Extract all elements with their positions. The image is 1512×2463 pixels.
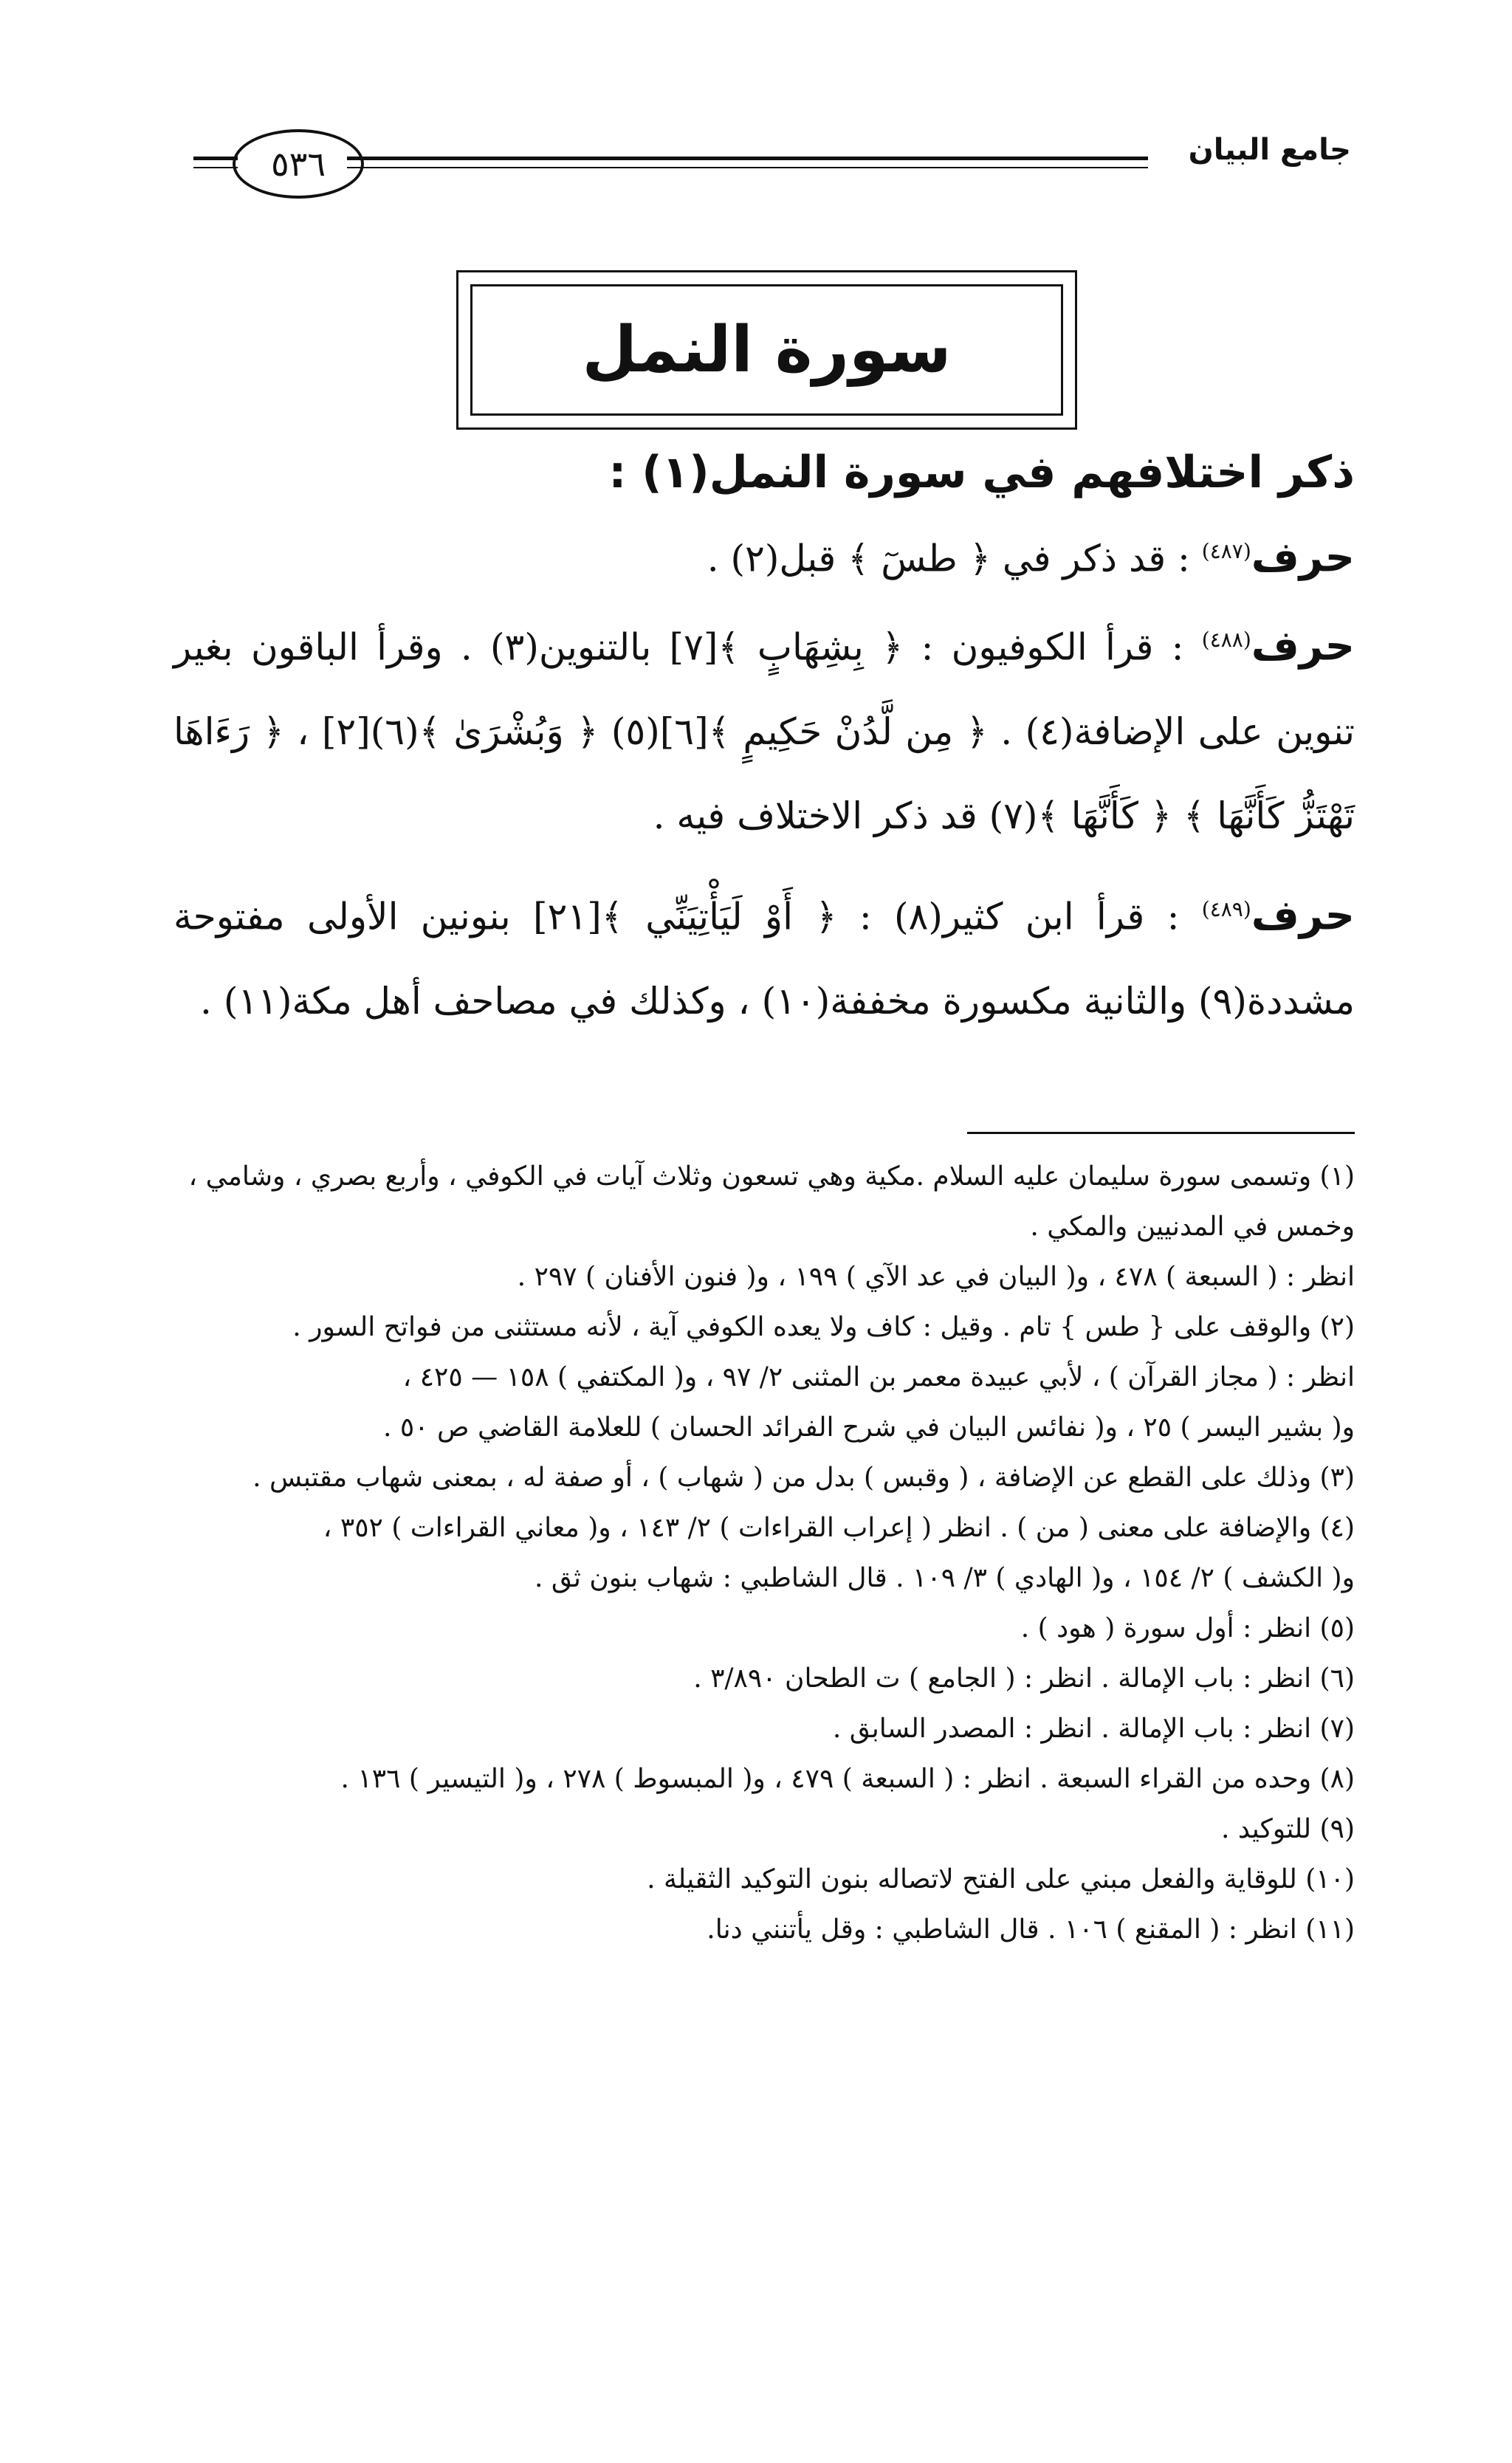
footnote: (٤) والإضافة على معنى ( من ) . انظر ( إعراب القراءات ) ٢/ ١٤٣ ، و( معاني القراءات ) ٣٥٢ ، — [323, 1513, 1355, 1543]
harf-label: حرف — [1251, 533, 1355, 582]
footnote: (٨) وحده من القراء السبعة . انظر : ( السبعة ) ٤٧٩ ، و( المبسوط ) ٢٧٨ ، و( التيسير ) ١٣٦ . — [340, 1764, 1355, 1794]
footnote: و( الكشف ) ٢/ ١٥٤ ، و( الهادي ) ٣/ ١٠٩ . قال الشاطبي : شهاب بنون ثق . — [534, 1563, 1355, 1593]
paragraph-3 — [173, 868, 1355, 1043]
harf-number: (٤٨٨) — [1201, 628, 1251, 652]
harf-label: حرف — [1251, 891, 1355, 940]
footnote: (٧) انظر : باب الإمالة . انظر : المصدر السابق . — [832, 1714, 1355, 1744]
footnote: و( بشير اليسر ) ٢٥ ، و( نفائس البيان في شرح الفرائد الحسان ) للعلامة القاضي ص ٥٠ . — [383, 1412, 1355, 1443]
page-number: ٥٣٦ — [233, 129, 364, 199]
book-title: جامع البيان — [1188, 133, 1351, 167]
footnote: انظر : ( السبعة ) ٤٧٨ ، و( البيان في عد الآي ) ١٩٩ ، و( فنون الأفنان ) ٢٩٧ . — [517, 1262, 1355, 1292]
header-rule-left-thin — [193, 167, 238, 168]
harf-number: (٤٨٩) — [1201, 897, 1251, 921]
footnote: (٥) انظر : أول سورة ( هود ) . — [1020, 1613, 1355, 1643]
paragraph-text: : قرأ ابن كثير(٨) : ﴿ أَوْ لَيَأْتِيَنِّي ﴾[٢١] بنونين الأولى مفتوحة مشددة(٩) والثانية مكسورة مخففة(١٠) ، وكذلك في مصاحف أهل مكة(١١) . — [173, 895, 1355, 1023]
footnotes — [173, 1152, 1355, 1955]
surah-title: سورة النمل — [582, 313, 952, 387]
footnote: (١) وتسمى سورة سليمان عليه السلام .مكية وهي تسعون وثلاث آيات في الكوفي ، وأربع بصري ، وشامي ، وخمس في المدنيين والمكي . — [188, 1161, 1355, 1242]
footnote: (٣) وذلك على القطع عن الإضافة ، ( وقبس ) بدل من ( شهاب ) ، أو صفة له ، بمعنى شهاب مقتبس . — [252, 1463, 1355, 1493]
paragraph-1 — [173, 509, 1355, 601]
footnote: (٦) انظر : باب الإمالة . انظر : ( الجامع ) ت الطحان ٣/٨٩٠ . — [693, 1663, 1355, 1694]
paragraph-text: : قرأ الكوفيون : ﴿ بِشِهَابٍ ﴾[٧] بالتنوين(٣) . وقرأ الباقون بغير تنوين على الإضافة(٤) . ﴿ مِن لَّدُنْ حَكِيمٍ ﴾[٦](٥) ﴿ وَبُشْرَىٰ ﴾(٦)[٢] ، ﴿ رَءَاهَا تَهْتَزُّ كَأَنَّهَا ﴾ ﴿ كَأَنَّهَا ﴾(٧) قد ذكر الاختلاف فيه . — [173, 625, 1355, 837]
header-rule-left — [193, 157, 238, 160]
footnote-separator — [967, 1132, 1355, 1134]
paragraph-text: : قد ذكر في ﴿ طسٓ ﴾ قبل(٢) . — [707, 537, 1190, 580]
section-heading: ذكر اختلافهم في سورة النمل(١) : — [608, 447, 1355, 498]
paragraph-2 — [173, 598, 1355, 858]
title-frame-inner — [470, 284, 1063, 416]
footnote: (٢) والوقف على { طس } تام . وقيل : كاف ولا يعده الكوفي آية ، لأنه مستثنى من فواتح السور . — [292, 1312, 1355, 1342]
footnote: انظر : ( مجاز القرآن ) ، لأبي عبيدة معمر بن المثنى ٢/ ٩٧ ، و( المكتفي ) ١٥٨ — ٤٢٥ ، — [402, 1362, 1355, 1392]
title-frame — [456, 270, 1077, 430]
footnote: (١٠) للوقاية والفعل مبني على الفتح لاتصاله بنون التوكيد الثقيلة . — [647, 1864, 1355, 1895]
header-rule-thin — [347, 167, 1148, 168]
harf-number: (٤٨٧) — [1201, 539, 1251, 563]
header-rule — [347, 157, 1148, 160]
harf-label: حرف — [1251, 622, 1355, 670]
footnote: (١١) انظر : ( المقنع ) ١٠٦ . قال الشاطبي : وقل يأتنني دنا. — [707, 1914, 1355, 1945]
footnote: (٩) للتوكيد . — [1220, 1814, 1355, 1844]
